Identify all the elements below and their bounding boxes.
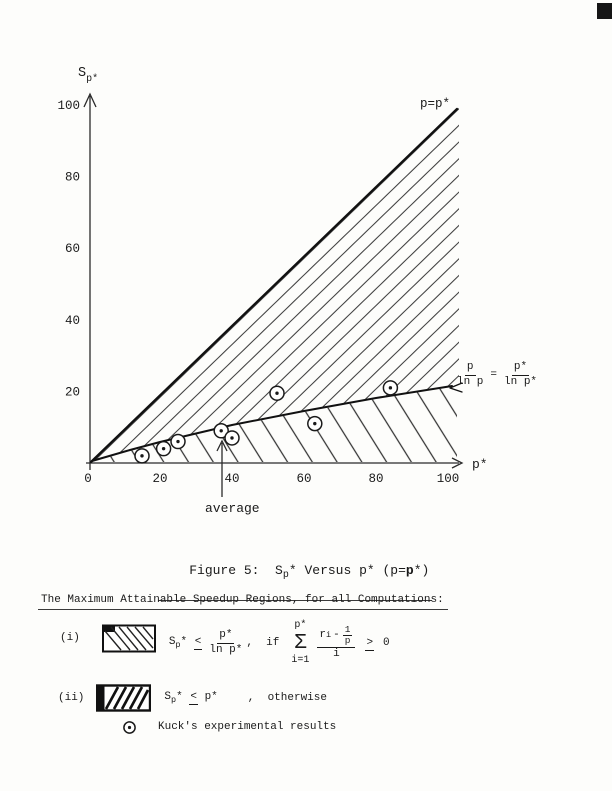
greater-equal: > [366, 637, 374, 649]
x-tick-label: 0 [84, 472, 92, 486]
speedup-bound-2: $S_p* < p*$ [164, 690, 218, 705]
kuck-symbol-icon [122, 720, 137, 735]
legend-kuck-row [122, 718, 336, 736]
condition-otherwise: , otherwise [247, 691, 327, 704]
x-tick-label: 60 [296, 472, 312, 486]
x-tick-label: 100 [436, 472, 460, 486]
x-axis-label: p* [472, 457, 488, 472]
y-axis-label: $S_{p*}$ [78, 66, 99, 85]
data-point [135, 449, 149, 463]
y-tick-label: 80 [64, 170, 80, 185]
y-tick-label: 20 [64, 385, 80, 400]
hatch-swatch-dense-icon [96, 684, 151, 712]
legend-item-1-index: (i) [60, 632, 80, 644]
condition-if: , if [246, 637, 280, 649]
x-tick-label: 20 [152, 472, 168, 486]
fraction-p-over-lnp: $\frac{p}{\text{ln p}}$ [457, 361, 484, 388]
data-point [383, 381, 397, 395]
fraction-pstar-over-lnpstar-legend: $\frac{p*}{\text{ln p*}}$ [209, 629, 243, 656]
section-heading: The Maximum Attainable Speedup Regions, for all Computations: [38, 594, 448, 610]
hatch-swatch-sparse-icon [102, 624, 156, 653]
legend-item-1 [60, 608, 390, 678]
legend-item-2-index: (ii) [58, 691, 85, 704]
data-point [270, 386, 284, 400]
fraction-pstar-over-lnpstar: $\frac{p*}{\text{ln p*}}$ [504, 361, 538, 388]
summand-fraction: r i - 1 p i [317, 625, 355, 661]
equals-sign: = [490, 368, 498, 381]
x-tick-label: 40 [224, 472, 240, 486]
line-label-p-equals-p-star: p=p* [420, 97, 451, 111]
figure-caption: Figure 5: $S_p*$ Versus p* (p=p*) [158, 548, 432, 601]
y-tick-label: 100 [57, 99, 80, 113]
curve-label-fraction [457, 361, 537, 388]
data-point [225, 431, 239, 445]
y-tick-label: 60 [64, 242, 80, 257]
speedup-bound-1: $S_p*$ < [168, 636, 202, 650]
legend-item-2 [58, 682, 327, 713]
data-point [157, 442, 171, 456]
y-tick-label: 40 [64, 313, 80, 328]
zero: 0 [383, 637, 390, 649]
x-tick-label: 80 [368, 472, 384, 486]
summation: p* Σ i=1 [291, 619, 310, 666]
data-point [308, 417, 322, 431]
average-label: average [205, 501, 260, 516]
data-point [171, 435, 185, 449]
kuck-label: Kuck's experimental results [158, 721, 337, 733]
